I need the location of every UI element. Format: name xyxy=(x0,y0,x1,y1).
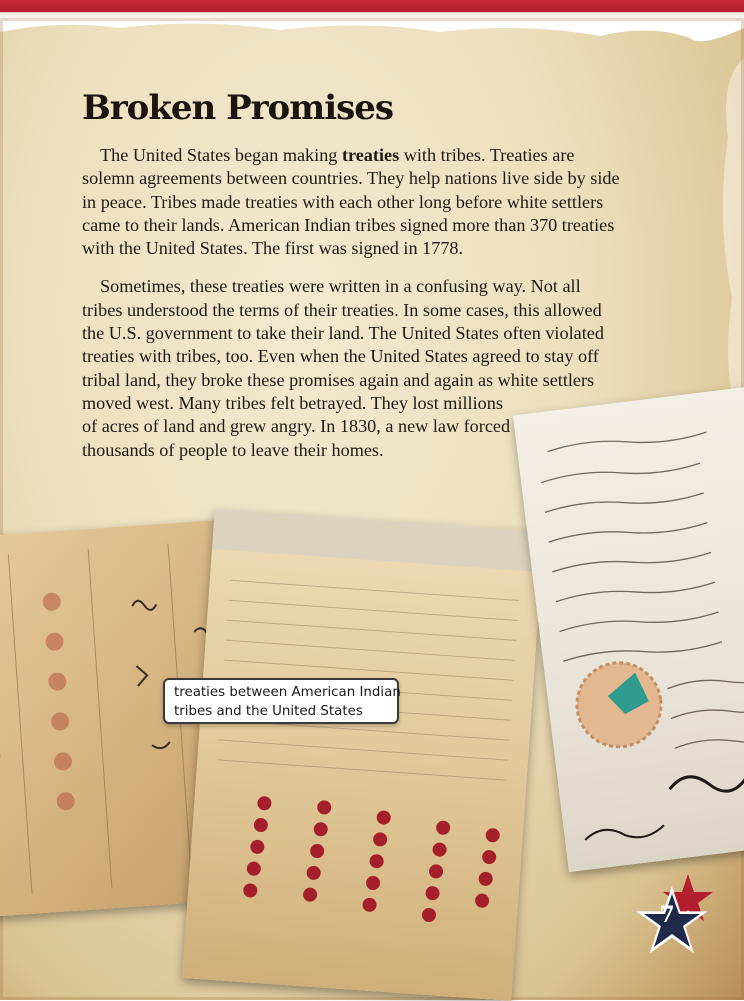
paragraph-text: The United States began making xyxy=(100,145,342,165)
treaty-document-image-washington xyxy=(182,509,544,1001)
washington-treaty-illustration xyxy=(182,509,544,1001)
caption-line: treaties between American Indian xyxy=(174,685,401,700)
image-caption xyxy=(163,678,399,724)
page-number: 7 xyxy=(659,902,675,928)
paragraph-broken-promises: Sometimes, these treaties were written in a confusing way. Not all tribes understood the terms of their treaties. In some cases, this allowed the U.S. government to take their land. The United States often violated treaties with tribes, too. Even when the United States agreed to stay off tribal land, they broke these promises again and again as white settlers moved west. Many tribes felt betrayed. They lost millions of acres of land and grew angry. In 1830, a new law forced thousands of people to leave their homes. xyxy=(82,276,604,460)
page-title: Broken Promises xyxy=(82,88,394,128)
paragraph-treaties xyxy=(82,144,642,260)
wax-seal-icon xyxy=(572,658,666,752)
paragraph-text: with tribes. Treaties are solemn agreements between countries. They help nations live side by side in peace. Tribes made treaties with each other long before white settlers came to their lands. American Indian tribes signed more than 370 treaties with the United States. The first was signed in 1778. xyxy=(82,145,620,259)
vocabulary-term-treaties: treaties xyxy=(341,145,400,165)
caption-line: tribes and the United States xyxy=(174,704,363,719)
